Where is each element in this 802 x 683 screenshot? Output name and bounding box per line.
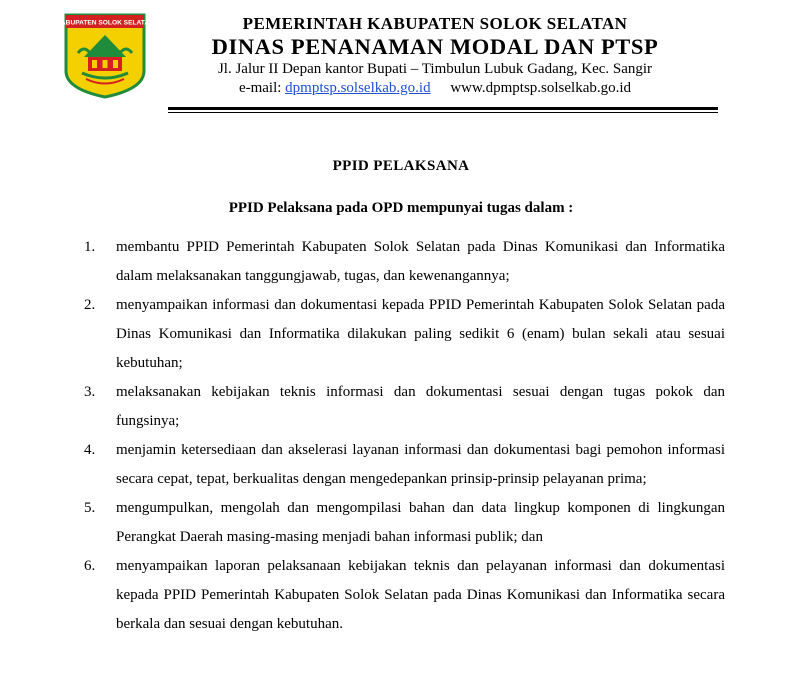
regency-logo <box>56 13 154 99</box>
letterhead-rule-thin <box>168 112 718 113</box>
contact-line <box>168 80 702 97</box>
list-item <box>84 552 725 639</box>
list-item-text: membantu PPID Pemerintah Kabupaten Solok Selatan pada Dinas Komunikasi dan Informatika dalam melaksanakan tanggungjawab, tugas, dan kewenangannya; <box>116 239 725 284</box>
list-item-text: melaksanakan kebijakan teknis informasi dan dokumentasi sesuai dengan tugas pokok dan fungsinya; <box>116 384 725 429</box>
list-item <box>84 436 725 494</box>
website-text: www.dpmptsp.solselkab.go.id <box>450 80 632 96</box>
list-item-number: 5. <box>84 500 96 516</box>
duties-list <box>84 233 725 639</box>
list-item-number: 3. <box>84 384 96 400</box>
list-item-number: 4. <box>84 442 96 458</box>
government-name: PEMERINTAH KABUPATEN SOLOK SELATAN <box>242 14 628 33</box>
list-item-text: menyampaikan informasi dan dokumentasi kepada PPID Pemerintah Kabupaten Solok Selatan pada Dinas Komunikasi dan Informatika dilakukan paling sedikit 6 (enam) bulan sekali atau sesuai kebutuhan; <box>116 297 725 371</box>
list-item-text: menyampaikan laporan pelaksanaan kebijakan teknis dan pelayanan informasi dan dokumentasi kepada PPID Pemerintah Kabupaten Solok Selatan pada Dinas Komunikasi dan Informatika secara berkala dan sesuai dengan kebutuhan. <box>116 558 725 632</box>
list-item <box>84 494 725 552</box>
document-subtitle: PPID Pelaksana pada OPD mempunyai tugas dalam : <box>228 200 574 216</box>
email-link[interactable]: dpmptsp.solselkab.go.id <box>285 80 431 96</box>
document-title: PPID PELAKSANA <box>332 158 470 174</box>
list-item <box>84 291 725 378</box>
list-item <box>84 233 725 291</box>
list-item-number: 2. <box>84 297 96 313</box>
list-item-number: 6. <box>84 558 96 574</box>
list-item-number: 1. <box>84 239 96 255</box>
office-name: DINAS PENANAMAN MODAL DAN PTSP <box>211 34 659 59</box>
list-item-text: mengumpulkan, mengolah dan mengompilasi bahan dan data lingkup komponen di lingkungan Perangkat Daerah masing-masing menjadi bahan informasi publik; dan <box>116 500 725 545</box>
email-label: e-mail: <box>238 80 282 96</box>
list-item-text: menjamin ketersediaan dan akselerasi layanan informasi dan dokumentasi bagi pemohon informasi secara cepat, tepat, berkualitas dengan mengedepankan prinsip-prinsip pelayanan prima; <box>116 442 725 487</box>
list-item <box>84 378 725 436</box>
office-address: Jl. Jalur II Depan kantor Bupati – Timbulun Lubuk Gadang, Kec. Sangir <box>217 61 653 77</box>
letterhead-rule-thick <box>168 107 718 110</box>
logo-lettering: KABUPATEN SOLOK SELATAN <box>56 19 154 27</box>
